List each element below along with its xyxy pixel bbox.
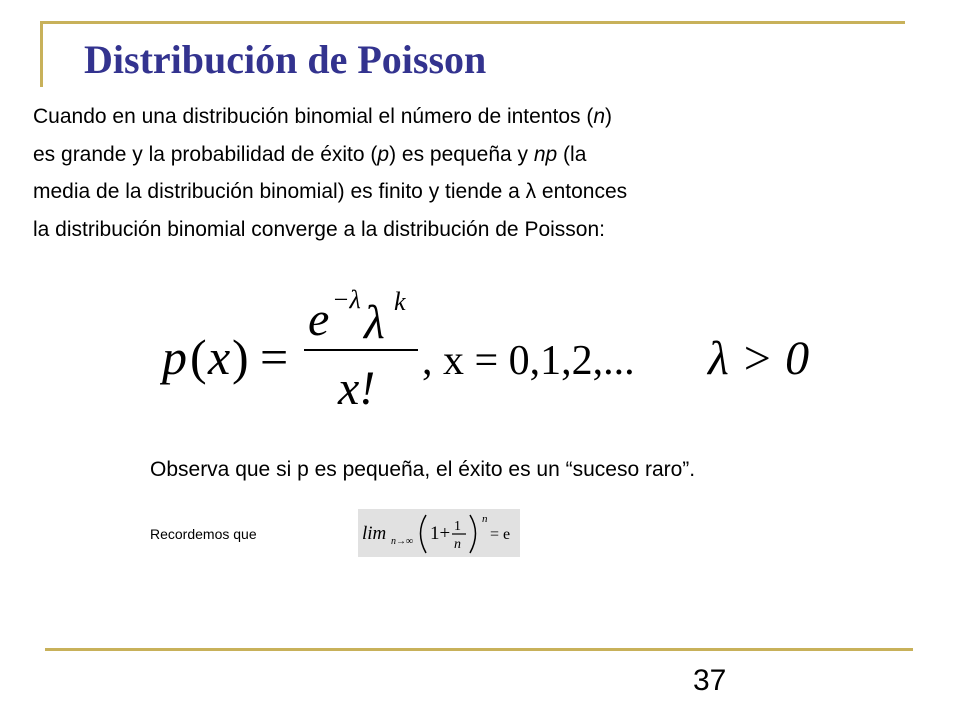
limit-frac-num: 1: [454, 519, 461, 534]
paragraph-line-2: es grande y la probabilidad de éxito (p) es pequeña y np (la: [33, 142, 587, 166]
limit-formula: [358, 509, 520, 557]
paragraph-line-4: la distribución binomial converge a la distribución de Poisson:: [33, 217, 605, 241]
formula-equals: =: [260, 329, 289, 385]
formula-e-exp: −λ: [332, 285, 361, 314]
intro-paragraph: [33, 98, 913, 248]
poisson-formula: [160, 280, 840, 420]
limit-right-paren: [470, 515, 476, 553]
bottom-rule: [45, 648, 913, 651]
formula-lambda-exp: k: [394, 287, 406, 316]
limit-left-paren: [421, 515, 427, 553]
limit-exponent: n: [482, 513, 488, 525]
paragraph-line-3: media de la distribución binomial) es finito y tiende a λ entonces: [33, 180, 628, 203]
paragraph-line-1: Cuando en una distribución binomial el número de intentos (n): [33, 105, 613, 128]
recall-label: Recordemos que: [150, 526, 257, 542]
formula-condition: λ > 0: [708, 332, 810, 385]
formula-lambda: λ: [364, 296, 385, 349]
observation-text: Observa que si p es pequeña, el éxito es un “suceso raro”.: [150, 458, 696, 481]
limit-subscript: n→∞: [391, 536, 414, 547]
page-number: 37: [693, 664, 727, 697]
formula-lhs-x: x: [208, 329, 231, 385]
limit-equals-e: = e: [490, 526, 511, 543]
formula-denominator: x!: [338, 362, 376, 415]
formula-support: , x = 0,1,2,...: [422, 338, 635, 384]
formula-lhs-close: ): [232, 329, 249, 385]
formula-lhs-p: p: [162, 329, 187, 385]
limit-one-plus: 1+: [430, 523, 451, 544]
formula-lhs-paren: (: [190, 329, 207, 385]
limit-frac-den: n: [454, 537, 461, 552]
slide-title: Distribución de Poisson: [84, 37, 487, 82]
limit-lim: lim: [362, 523, 387, 544]
formula-e: e: [308, 293, 330, 346]
top-rule: [40, 21, 905, 24]
left-rule: [40, 21, 43, 87]
